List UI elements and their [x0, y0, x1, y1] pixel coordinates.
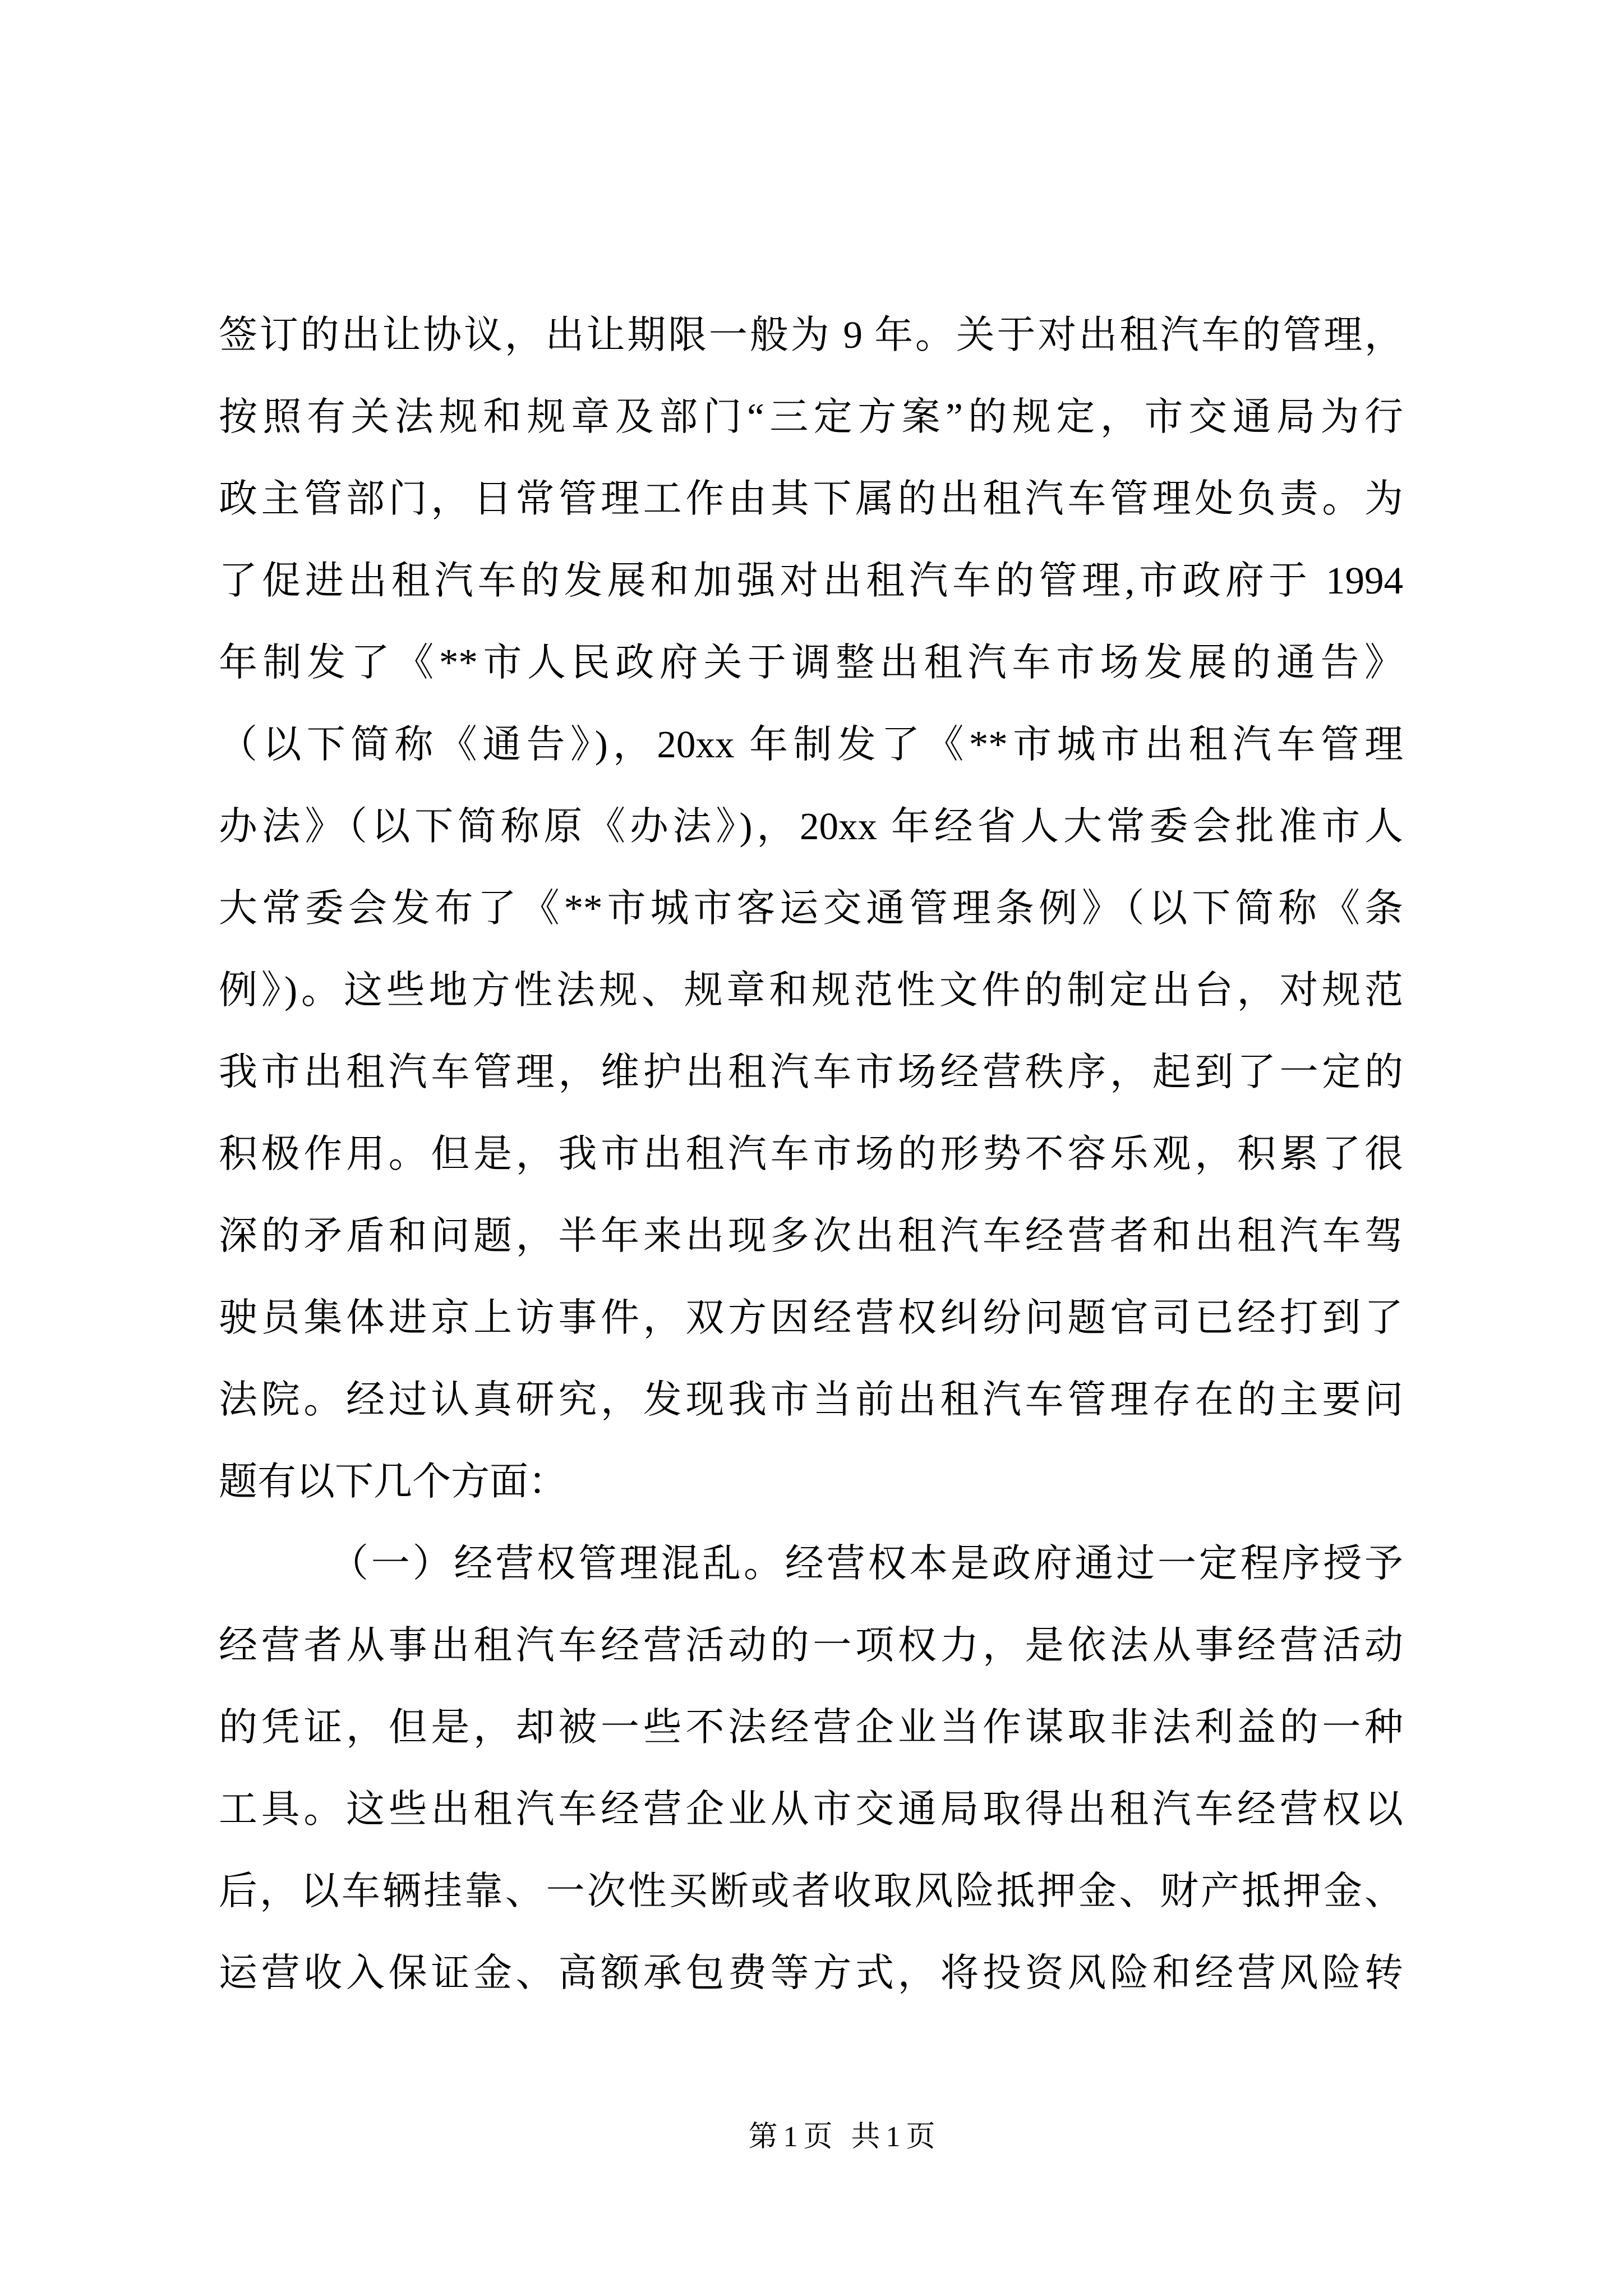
body-line: 按照有关法规和规章及部门“三定方案”的规定，市交通局为行: [219, 395, 1403, 438]
body-line: 工具。这些出租汽车经营企业从市交通局取得出租汽车经营权以: [219, 1788, 1403, 1830]
page-footer: 第1页 共1页: [748, 2121, 941, 2153]
body-line: （以下简称《通告》)，20xx 年制发了《**市城市出租汽车管理: [219, 723, 1403, 766]
body-line: 的凭证，但是，却被一些不法经营企业当作谋取非法利益的一种: [219, 1706, 1403, 1749]
body-line: 了促进出租汽车的发展和加强对出租汽车的管理,市政府于 1994: [219, 559, 1403, 602]
body-line: 签订的出让协议，出让期限一般为 9 年。关于对出租汽车的管理，: [219, 314, 1403, 356]
body-line: 积极作用。但是，我市出租汽车市场的形势不容乐观，积累了很: [219, 1133, 1403, 1175]
body-line-paragraph-start: （一）经营权管理混乱。经营权本是政府通过一定程序授予: [330, 1542, 1403, 1585]
body-line: 驶员集体进京上访事件，双方因经营权纠纷问题官司已经打到了: [219, 1296, 1403, 1339]
body-line: 大常委会发布了《**市城市客运交通管理条例》（以下简称《条: [219, 887, 1403, 930]
body-line: 例》)。这些地方性法规、规章和规范性文件的制定出台，对规范: [219, 969, 1403, 1011]
body-line: 经营者从事出租汽车经营活动的一项权力，是依法从事经营活动: [219, 1624, 1403, 1667]
body-line: 后，以车辆挂靠、一次性买断或者收取风险抵押金、财产抵押金、: [219, 1870, 1403, 1912]
body-line: 年制发了《**市人民政府关于调整出租汽车市场发展的通告》: [219, 641, 1403, 684]
body-line: 我市出租汽车管理，维护出租汽车市场经营秩序，起到了一定的: [219, 1051, 1403, 1093]
body-line: 办法》（以下简称原《办法》)，20xx 年经省人大常委会批准市人: [219, 805, 1403, 848]
body-line-paragraph-end: 题有以下几个方面：: [219, 1460, 567, 1503]
body-line: 政主管部门，日常管理工作由其下属的出租汽车管理处负责。为: [219, 477, 1403, 520]
body-line: 深的矛盾和问题，半年来出现多次出租汽车经营者和出租汽车驾: [219, 1214, 1403, 1257]
body-line: 法院。经过认真研究，发现我市当前出租汽车管理存在的主要问: [219, 1378, 1403, 1421]
body-line: 运营收入保证金、高额承包费等方式，将投资风险和经营风险转: [219, 1952, 1403, 1994]
document-body: [219, 294, 1403, 2014]
